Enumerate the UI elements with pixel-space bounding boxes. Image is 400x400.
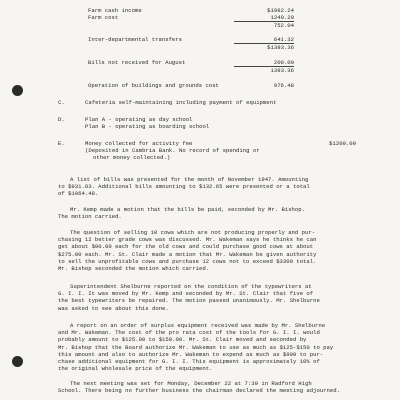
paragraph-cows bbox=[58, 229, 374, 272]
paragraph-typewriters bbox=[58, 283, 374, 312]
punch-hole bbox=[12, 85, 23, 96]
item-letter: E. bbox=[58, 140, 65, 147]
paragraph-line: Mr. Bishop that the Board authorize Mr. Wakeman to use as much as $125-$150 to pay bbox=[58, 343, 334, 351]
bills-value: 200.00 bbox=[234, 59, 294, 67]
item-text: Money collected for activity fee bbox=[85, 140, 193, 147]
bills-label: Bills not received for August bbox=[88, 59, 186, 66]
bills-total: 1393.36 bbox=[270, 67, 294, 74]
item-letter: C. bbox=[58, 99, 65, 106]
paragraph-line: the original wholesale price of the equipment. bbox=[58, 365, 213, 373]
paragraph-line: of $1064.48. bbox=[58, 190, 99, 198]
paragraph-bills bbox=[58, 176, 374, 198]
paragraph-surplus bbox=[58, 322, 374, 372]
paragraph-line: The next meeting was set for Monday, December 22 at 7:30 in Radford High bbox=[70, 380, 312, 387]
farm-net-value: 752.04 bbox=[273, 22, 294, 29]
item-amount: $1200.00 bbox=[329, 140, 356, 147]
paragraph-motion bbox=[58, 206, 374, 220]
transfers-total: $1393.36 bbox=[267, 44, 294, 51]
transfers-label: Inter-departmental transfers bbox=[88, 36, 182, 43]
paragraph-line: The motion carried. bbox=[58, 213, 122, 221]
paragraph-line: to sell the unprofitable cows and purchase 12 cows not to exceed $3300 total. bbox=[58, 257, 317, 265]
paragraph-line: and Mr. Wakeman. The cost of the pro rata cost of the tools for G. I. I. would bbox=[58, 329, 320, 337]
paragraph-line: School. There being no further business the chairman declared the meeting adjourned. bbox=[58, 387, 340, 395]
farm-cash-income-label: Farm cash income bbox=[88, 7, 142, 14]
operation-label: Operation of buildings and grounds cost bbox=[88, 82, 219, 89]
punch-hole bbox=[12, 356, 23, 367]
paragraph-line: $275.00 each. Mr. St. Clair made a motion that Mr. Wakeman be given authority bbox=[58, 250, 317, 258]
item-letter: D. bbox=[58, 116, 65, 123]
paragraph-next-meeting bbox=[58, 380, 374, 394]
transfers-value: 641.32 bbox=[234, 36, 294, 44]
farm-cash-income-value: $1992.24 bbox=[267, 7, 294, 14]
farm-cost-value: 1240.20 bbox=[234, 14, 294, 22]
paragraph-line: chasing 12 better grade cows was discussed. Mr. Wakeman says he thinks he can bbox=[58, 236, 317, 244]
paragraph-line: this amount and also to authorize Mr. Wakeman to expend as much as $900 to pur- bbox=[58, 350, 324, 358]
paragraph-line: A list of bills was presented for the month of November 1947. Amounting bbox=[70, 176, 309, 183]
paragraph-line: Mr. Bishop seconded the motion which carried. bbox=[58, 265, 210, 273]
paragraph-line: to $931.83. Additional bills amounting to $132.65 were presented or a total bbox=[58, 183, 310, 191]
paragraph-line: chase additional equipment for G. I. I. This equipment is approximately 10% of bbox=[58, 358, 320, 366]
paragraph-line: the best typewriters be repaired. The motion passed unanimously. Mr. Shelburne bbox=[58, 297, 320, 305]
paragraph-line: The question of selling 10 cows which are not producing properly and pur- bbox=[70, 229, 316, 236]
paragraph-line: was asked to see about this done. bbox=[58, 304, 169, 312]
farm-cost-label: Farm cost bbox=[88, 14, 119, 21]
paragraph-line: get about $90.00 each for the old cows and could purchase good cows at about bbox=[58, 243, 314, 251]
item-text: Plan A - operating as day school bbox=[85, 116, 193, 123]
item-text: Cafeteria self-maintaining including payment of equipment bbox=[85, 99, 277, 106]
paragraph-line: Mr. Kemp made a motion that the bills be paid, seconded by Mr. Bishop. bbox=[70, 206, 305, 213]
paragraph-line: Superintendent Shelburne reported on the condition of the typewriters at bbox=[70, 283, 312, 290]
item-text-2: (Deposited in Cambria Bank. No record of spending or bbox=[85, 147, 260, 154]
item-text-3: other money collected.) bbox=[93, 154, 171, 161]
paragraph-line: G. I. I. It was moved by Mr. Kemp and seconded by Mr. St. Clair that five of bbox=[58, 290, 314, 298]
paragraph-line: A report on an order of surplus equipment received was made by Mr. Shelburne bbox=[70, 322, 326, 329]
paragraph-line: probably amount to $125.00 to $150.00. Mr. St. Clair moved and seconded by bbox=[58, 336, 307, 344]
operation-value: 976.48 bbox=[273, 82, 294, 89]
item-text-2: Plan B - operating as boarding school bbox=[85, 123, 210, 130]
